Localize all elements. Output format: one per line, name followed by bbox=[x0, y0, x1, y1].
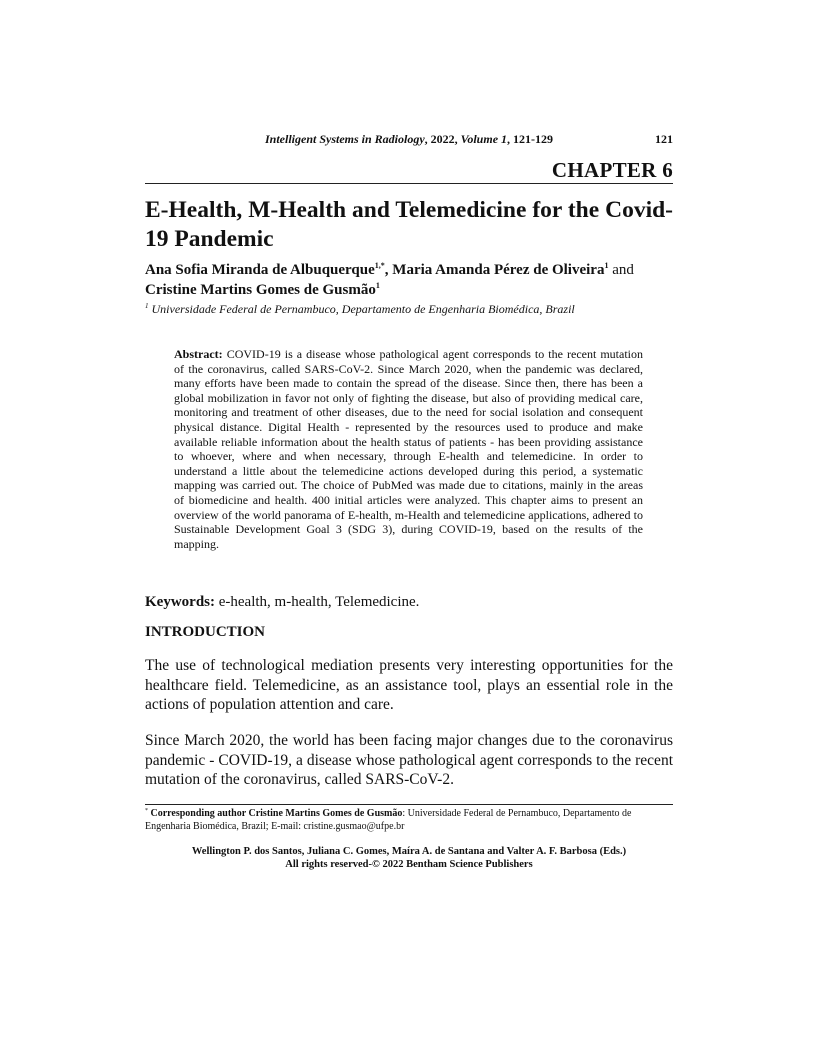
author-3: Cristine Martins Gomes de Gusmão bbox=[145, 282, 376, 298]
author-2: Maria Amanda Pérez de Oliveira bbox=[392, 262, 605, 278]
author-list bbox=[145, 260, 673, 300]
editors-line: Wellington P. dos Santos, Juliana C. Gomes, Maíra A. de Santana and Valter A. F. Barbosa (Eds.) bbox=[191, 846, 627, 857]
footnote bbox=[145, 808, 673, 833]
author-1: Ana Sofia Miranda de Albuquerque bbox=[145, 262, 375, 278]
affiliation-text: Universidade Federal de Pernambuco, Departamento de Engenharia Biomédica, Brazil bbox=[151, 302, 575, 316]
abstract-label: Abstract: bbox=[174, 347, 223, 361]
chapter-divider bbox=[145, 183, 673, 184]
chapter-label: CHAPTER 6 bbox=[551, 158, 673, 182]
footnote-text: : Universidade Federal de Pernambuco, Departamento de Engenharia Biomédica, Brazil; E-mail: cristine.gusmao@ufpe.br bbox=[145, 808, 632, 832]
author-2-affil: 1 bbox=[604, 261, 609, 270]
editors-block bbox=[145, 846, 673, 871]
author-3-affil: 1 bbox=[375, 281, 380, 290]
paragraph: The use of technological mediation presents very interesting opportunities for the healthcare field. Telemedicine, as an assistance tool, plays an essential role in the actions of population attention and care. bbox=[145, 657, 673, 713]
section-heading: INTRODUCTION bbox=[145, 624, 266, 640]
affiliation bbox=[145, 302, 673, 317]
affiliation-marker: 1 bbox=[145, 302, 149, 310]
footnote-marker: * bbox=[145, 808, 148, 814]
author-1-affil: 1,* bbox=[374, 261, 385, 270]
abstract bbox=[174, 347, 643, 551]
keywords-label: Keywords: bbox=[145, 594, 215, 610]
running-title bbox=[145, 132, 673, 147]
footnote-divider bbox=[145, 804, 673, 805]
page-number: 121 bbox=[655, 132, 673, 146]
volume: Volume 1 bbox=[460, 132, 508, 146]
copyright-line: All rights reserved-© 2022 Bentham Science Publishers bbox=[285, 858, 533, 870]
abstract-text: COVID-19 is a disease whose pathological agent corresponds to the recent mutation of the coronavirus, called SARS-CoV-2. Since March 2020, when the pandemic was declared, many efforts have been made to contain the spread of the disease. Since then, there has been a global mobilization in favor not only of fighting the disease, but also of providing medical care, monitoring and treatment of other diseases, due to the need for social isolation and consequent physical distance. Digital Health - represented by the resources used to produce and make available reliable information about the health status of patients - has been providing assistance to whoever, where and when necessary, through E-health and telemedicine. In order to understand a little about the telemedicine actions developed during this period, a systematic mapping was carried out. The choice of PubMed was made due to citations, mainly in the areas of biomedicine and health. 400 initial articles were analyzed. This chapter aims to present an overview of the world panorama of E-health, m-Health and telemedicine applications, adhered to Sustainable Development Goal 3 (SDG 3), during COVID-19, based on the results of the mapping. bbox=[174, 347, 644, 551]
running-header bbox=[145, 132, 673, 150]
keywords-text: e-health, m-health, Telemedicine. bbox=[218, 594, 420, 610]
paper-title: E-Health, M-Health and Telemedicine for the Covid-19 Pandemic bbox=[145, 197, 673, 252]
page-range: , 121-129 bbox=[507, 132, 554, 146]
author-and: and bbox=[608, 262, 634, 278]
year: , 2022, bbox=[424, 132, 461, 146]
keywords bbox=[145, 594, 673, 611]
journal-name: Intelligent Systems in Radiology bbox=[264, 132, 425, 146]
author-sep: , bbox=[384, 262, 393, 278]
footnote-label: Corresponding author Cristine Martins Gomes de Gusmão bbox=[150, 808, 403, 819]
paragraph: Since March 2020, the world has been facing major changes due to the coronavirus pandemic - COVID-19, a disease whose pathological agent corresponds to the recent mutation of the coronavirus, called SARS-CoV-2. bbox=[145, 732, 673, 788]
